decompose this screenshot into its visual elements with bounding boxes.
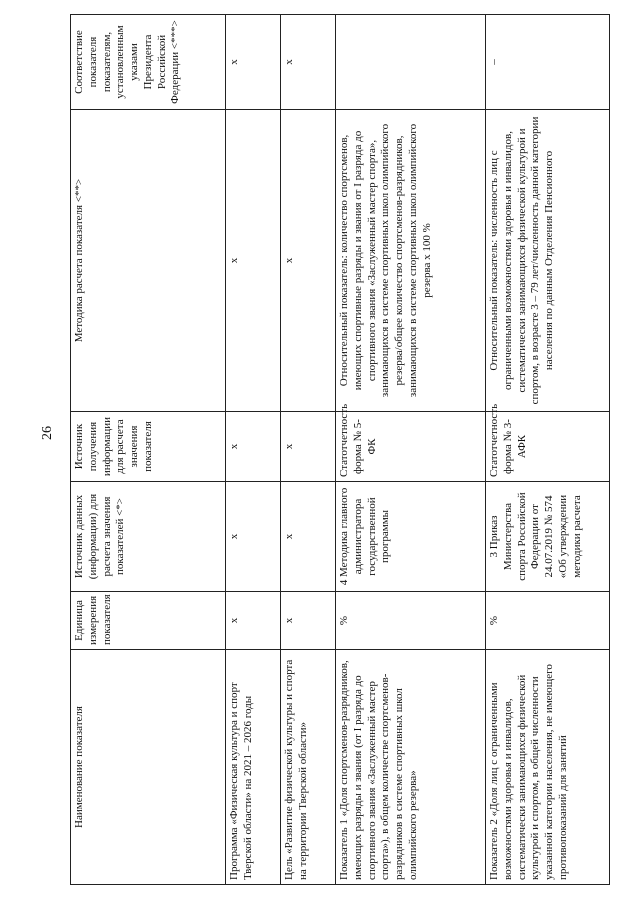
cell-info-source: х <box>281 412 336 482</box>
header-method: Методика расчета показателя <**> <box>71 110 226 412</box>
indicators-table <box>70 14 610 885</box>
cell-unit: х <box>226 592 281 650</box>
cell-method: х <box>226 110 281 412</box>
table-row <box>226 15 281 885</box>
cell-info-source: Статотчетность форма № 3-АФК <box>486 412 610 482</box>
cell-unit: % <box>336 592 486 650</box>
cell-compliance: – <box>486 15 610 110</box>
table-row <box>281 15 336 885</box>
cell-name: Показатель 2 «Доля лиц с ограниченными возможностями здоровья и инвалидов, систематически занимающихся физической культурой и спортом, в общей численности указанной категории населения, не имеющего противопоказаний для занятий <box>486 650 610 885</box>
cell-compliance: х <box>281 15 336 110</box>
cell-info-source: Статотчетность форма № 5-ФК <box>336 412 486 482</box>
cell-compliance: х <box>226 15 281 110</box>
cell-info-source: х <box>226 412 281 482</box>
page-number: 26 <box>40 426 55 440</box>
cell-method: Относительный показатель: количество спортсменов, имеющих спортивные разряды и звания от I разряда до спортивного звания «Заслуженный мастер спорта», занимающихся в системе спортивных школ олимпийского резерва/общее количество спортсменов-разрядников, занимающихся в системе спортивных школ олимпийского резерва х 100 % <box>336 110 486 412</box>
header-row <box>71 15 226 885</box>
cell-name: Цель «Развитие физической культуры и спорта на территории Тверской области» <box>281 650 336 885</box>
cell-unit: % <box>486 592 610 650</box>
cell-unit: х <box>281 592 336 650</box>
header-compliance: Соответствие показателя показателям, установленным указами Президента Российской Федерации <***> <box>71 15 226 110</box>
header-unit: Единица измерения показателя <box>71 592 226 650</box>
cell-data-source: 4 Методика главного администратора государственной программы <box>336 482 486 592</box>
cell-data-source: х <box>226 482 281 592</box>
header-data-source: Источник данных (информации) для расчета значения показателей <*> <box>71 482 226 592</box>
cell-name: Показатель 1 «Доля спортсменов-разрядников, имеющих разряды и звания (от I разряда до спортивного звания «Заслуженный мастер спорта»), в общем количестве спортсменов-разрядников в системе спортивных школ олимпийского резерва» <box>336 650 486 885</box>
cell-data-source: х <box>281 482 336 592</box>
cell-data-source: 3 Приказ Министерства спорта Российской Федерации от 24.07.2019 № 574 «Об утверждении методики расчета <box>486 482 610 592</box>
cell-method: х <box>281 110 336 412</box>
table-row <box>336 15 486 885</box>
header-name: Наименование показателя <box>71 650 226 885</box>
cell-name: Программа «Физическая культура и спорт Тверской области» на 2021 – 2026 годы <box>226 650 281 885</box>
cell-method: Относительный показатель: численность лиц с ограниченными возможностями здоровья и инвалидов, систематически занимающихся физической культурой и спортом, в возрасте 3 – 79 лет/численность данной категории населения по данным Отделения Пенсионного <box>486 110 610 412</box>
table-row <box>486 15 610 885</box>
header-info-source: Источник получения информации для расчета значения показателя <box>71 412 226 482</box>
rotated-table-container <box>70 15 610 885</box>
cell-compliance <box>336 15 486 110</box>
